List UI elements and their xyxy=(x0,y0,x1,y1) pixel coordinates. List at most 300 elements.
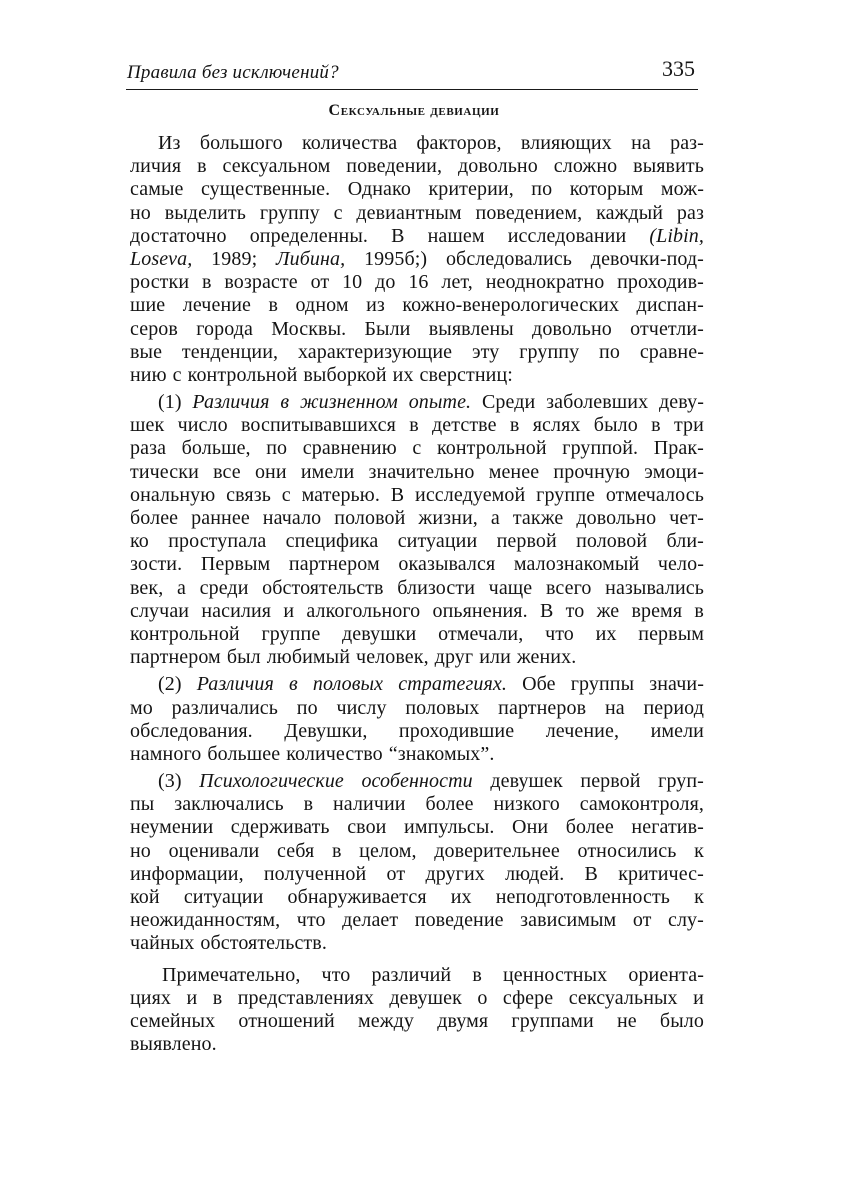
word: группу xyxy=(519,340,580,363)
word: проступала xyxy=(168,530,267,553)
word: группой. xyxy=(562,437,639,460)
word: критичес- xyxy=(618,862,704,885)
word: выборкой xyxy=(303,363,387,386)
word: связь xyxy=(226,483,271,506)
word: В xyxy=(539,599,554,622)
text-line xyxy=(130,577,704,600)
word: ориента- xyxy=(628,963,704,986)
word: с xyxy=(333,201,343,224)
word: целом, xyxy=(359,839,417,862)
word: различались xyxy=(171,696,278,719)
word: серов xyxy=(130,317,178,340)
word: поведении, xyxy=(346,155,443,178)
running-title: Правила без исключений? xyxy=(127,62,339,83)
word: в xyxy=(280,391,290,414)
text-line xyxy=(130,600,704,623)
word: людей. xyxy=(505,862,565,885)
word: в xyxy=(303,793,314,816)
word: значительно xyxy=(368,460,475,483)
word: наличии xyxy=(332,793,406,816)
word: факторов, xyxy=(416,132,502,154)
word: в xyxy=(509,414,520,437)
word: зависимым xyxy=(520,909,617,932)
word: сексуальных xyxy=(568,986,678,1009)
word: отмечали, xyxy=(438,622,524,645)
word: группы xyxy=(570,673,635,696)
word: Loseva, xyxy=(130,247,193,270)
word: группе xyxy=(536,483,595,506)
section-title: Сексуальные девиации xyxy=(328,102,500,119)
word: выявлено. xyxy=(130,1033,217,1056)
word: был xyxy=(226,646,261,669)
word: всего xyxy=(545,576,592,599)
word: первой xyxy=(580,770,641,793)
word: число xyxy=(177,414,228,437)
word: Из xyxy=(158,132,181,154)
word: контрольной xyxy=(130,622,240,645)
word: обследования. xyxy=(130,719,253,742)
word: неожиданностям, xyxy=(130,909,281,932)
word: обстоятельств. xyxy=(200,932,327,955)
word: партнером xyxy=(130,646,221,669)
paragraph xyxy=(130,132,704,387)
text-line xyxy=(130,132,704,155)
paragraph xyxy=(130,391,704,669)
word: Первым xyxy=(200,553,271,576)
word: Различия xyxy=(192,391,270,414)
word: жизни, xyxy=(418,507,478,529)
word: проходившие xyxy=(398,719,515,742)
word: но xyxy=(130,201,151,224)
header-rule xyxy=(126,89,698,90)
word: пы xyxy=(130,793,155,816)
word: девушки xyxy=(342,622,417,645)
word: же xyxy=(596,599,620,622)
word: более xyxy=(130,507,179,529)
word: влияющих xyxy=(520,132,612,154)
word: различий xyxy=(371,963,452,986)
word: сложно xyxy=(553,155,618,178)
word: обнаруживается xyxy=(287,886,427,908)
word: жених. xyxy=(516,646,577,669)
text-line xyxy=(130,840,704,863)
word: раннее xyxy=(191,507,250,529)
text-line xyxy=(130,1033,704,1056)
word: сравне- xyxy=(639,340,704,363)
word: о xyxy=(477,986,488,1009)
word: других xyxy=(425,862,485,885)
word: Были xyxy=(364,317,411,340)
word: среди xyxy=(199,576,249,599)
word: шие xyxy=(130,294,166,317)
word: в xyxy=(472,963,482,986)
text-line xyxy=(130,697,704,720)
word: циях xyxy=(130,986,172,1009)
word: города xyxy=(196,317,253,340)
text-line xyxy=(130,294,704,317)
word: на xyxy=(604,696,625,719)
word: поведением, xyxy=(475,201,583,224)
word: (1) xyxy=(158,391,182,414)
word: деву- xyxy=(658,391,704,414)
word: в xyxy=(212,986,223,1009)
word: неумении xyxy=(130,816,214,839)
word: ценностных xyxy=(502,963,608,986)
word: было xyxy=(659,1009,704,1032)
word: ко xyxy=(130,530,149,553)
text-line xyxy=(130,178,704,201)
word: яслях xyxy=(532,414,581,437)
word: исследуемой xyxy=(415,483,526,506)
word: 1989; xyxy=(211,247,258,270)
word: критерии, xyxy=(428,178,514,201)
word: 10 xyxy=(342,271,363,294)
text-line xyxy=(130,248,704,271)
word: количество xyxy=(286,742,383,765)
word: лечение xyxy=(182,294,252,317)
text-line xyxy=(130,646,704,669)
word: сфере xyxy=(502,986,554,1009)
word: друг xyxy=(434,646,474,669)
word: зости. xyxy=(130,553,183,576)
word: а xyxy=(176,576,186,599)
word: “знакомых”. xyxy=(388,742,495,765)
word: между xyxy=(358,1009,415,1032)
text-line xyxy=(130,364,704,387)
word: опыте. xyxy=(408,391,472,414)
word: менее xyxy=(488,460,540,483)
word: кожно-венерологических xyxy=(402,294,620,317)
word: в xyxy=(409,414,419,437)
word: имели xyxy=(650,719,704,742)
word: их xyxy=(392,363,414,386)
word: В xyxy=(390,483,405,506)
word: насилия xyxy=(201,599,272,622)
word: самоконтроля, xyxy=(579,793,704,816)
word: они xyxy=(254,460,287,483)
word: В xyxy=(391,224,405,247)
word: ональную xyxy=(130,483,216,506)
word: существенные. xyxy=(200,178,331,201)
word: более xyxy=(425,793,474,816)
text-line xyxy=(130,863,704,886)
text-line xyxy=(130,414,704,437)
word: довольно xyxy=(576,507,657,529)
word: Девушки, xyxy=(284,719,368,742)
word: назывались xyxy=(605,576,704,599)
word: лечение, xyxy=(545,719,620,742)
text-line xyxy=(130,623,704,646)
word: ситуации xyxy=(183,886,264,908)
word: что xyxy=(321,963,351,986)
word: довольно xyxy=(458,155,538,178)
word: первой xyxy=(496,530,557,553)
word: отчетли- xyxy=(630,317,704,340)
word: в xyxy=(331,839,342,862)
word: имели xyxy=(300,460,355,483)
paragraph xyxy=(130,964,704,1057)
word: информации, xyxy=(130,862,244,885)
word: их xyxy=(450,886,472,908)
word: воспитывавшихся xyxy=(241,414,396,437)
word: случаи xyxy=(130,599,190,622)
body-text xyxy=(130,132,704,1056)
word: близости xyxy=(397,576,476,599)
text-line xyxy=(130,271,704,294)
word: из xyxy=(366,294,385,317)
word: группами xyxy=(511,1009,594,1032)
word: низкого xyxy=(493,793,560,816)
word: с xyxy=(172,363,182,386)
word: обследовались xyxy=(445,247,572,270)
word: по xyxy=(296,696,318,719)
word: ростки xyxy=(130,271,190,294)
text-line xyxy=(130,553,704,576)
word: по xyxy=(266,437,288,460)
word: в xyxy=(201,271,212,294)
word: и xyxy=(186,986,198,1009)
word: контрольной xyxy=(187,363,298,386)
word: больше, xyxy=(181,437,251,460)
word: числу xyxy=(336,696,387,719)
word: группе xyxy=(261,622,321,645)
word: бли- xyxy=(666,530,704,553)
word: партнером xyxy=(288,553,380,576)
word: неподготовленность xyxy=(495,886,671,908)
word: определенны. xyxy=(249,224,368,247)
word: заключались xyxy=(174,793,284,816)
word: полученной xyxy=(263,862,367,885)
word: Они xyxy=(512,816,549,839)
word: по xyxy=(599,340,620,363)
word: нашем xyxy=(427,224,485,247)
running-header xyxy=(127,56,697,90)
word: по xyxy=(531,178,553,201)
word: выявить xyxy=(633,155,704,178)
word: отношений xyxy=(238,1009,335,1032)
word: проходив- xyxy=(617,271,704,294)
word: значи- xyxy=(649,673,704,696)
word: до xyxy=(375,271,396,294)
word: алкогольного xyxy=(306,599,421,622)
text-line xyxy=(130,987,704,1010)
text-line xyxy=(130,673,704,696)
word: груп- xyxy=(658,770,704,793)
word: намного xyxy=(130,742,202,765)
text-line xyxy=(130,964,704,987)
word: Либина, xyxy=(276,247,346,270)
word: Москвы. xyxy=(271,317,347,340)
word: нию xyxy=(130,363,167,386)
word: эту xyxy=(472,340,500,363)
word: Различия xyxy=(196,673,274,696)
word: девушек xyxy=(389,986,462,1009)
word: в xyxy=(288,673,298,696)
word: три xyxy=(673,414,704,437)
word: что xyxy=(545,622,574,645)
word: в xyxy=(651,414,661,437)
word: от xyxy=(632,909,652,932)
word: к xyxy=(694,886,704,908)
word: любимый xyxy=(266,646,351,669)
word: более xyxy=(565,816,614,839)
word: двумя xyxy=(437,1009,489,1032)
word: заболевших xyxy=(546,391,649,414)
word: отмечалось xyxy=(605,483,704,506)
word: стратегиях. xyxy=(398,673,507,696)
word: век, xyxy=(130,576,164,599)
word: каждый xyxy=(596,201,664,224)
word: прочную xyxy=(553,460,631,483)
word: то xyxy=(565,599,585,622)
word: личия xyxy=(130,155,182,178)
word: себя xyxy=(277,839,315,862)
word: (2) xyxy=(158,673,182,696)
word: малознакомый xyxy=(513,553,640,576)
text-line xyxy=(130,770,704,793)
word: выделить xyxy=(164,201,246,224)
word: половой xyxy=(576,530,648,553)
word: мо xyxy=(130,696,153,719)
word: довольно xyxy=(532,317,612,340)
word: половых xyxy=(405,696,480,719)
word: возрасте xyxy=(224,271,298,294)
text-line xyxy=(130,341,704,364)
word: Психологические xyxy=(199,770,344,793)
word: одном xyxy=(295,294,349,317)
word: сверстниц: xyxy=(419,363,513,386)
word: шек xyxy=(130,414,165,437)
word: группу xyxy=(259,201,320,224)
word: половой xyxy=(334,507,406,529)
word: от xyxy=(386,862,406,885)
word: матерью. xyxy=(301,483,380,506)
word: специфика xyxy=(285,530,379,553)
word: раз- xyxy=(670,132,704,154)
word: особенности xyxy=(361,770,473,793)
word: поведение xyxy=(414,909,504,932)
word: с xyxy=(412,437,422,460)
word: доверительнее xyxy=(434,839,560,862)
page-number: 335 xyxy=(662,56,695,81)
word: Обе xyxy=(522,673,556,696)
word: делает xyxy=(342,909,399,932)
word: тически xyxy=(130,460,199,483)
text-line xyxy=(130,1010,704,1033)
text-line xyxy=(130,507,704,530)
word: с xyxy=(281,483,291,506)
word: первым xyxy=(638,622,704,645)
word: начало xyxy=(262,507,322,529)
word: девиантным xyxy=(356,201,462,224)
word: выявлены xyxy=(428,317,514,340)
word: и xyxy=(693,986,704,1009)
word: свои xyxy=(347,816,387,839)
text-line xyxy=(130,202,704,225)
word: слу- xyxy=(668,909,704,932)
word: опьянения. xyxy=(432,599,528,622)
word: также xyxy=(512,507,564,529)
word: характеризующие xyxy=(297,340,453,363)
word: 16 xyxy=(408,271,429,294)
word: партнеров xyxy=(498,696,587,719)
word: было xyxy=(593,414,638,437)
word: Прак- xyxy=(653,437,704,460)
word: относились xyxy=(577,839,677,862)
word: раза xyxy=(130,437,167,460)
word: негатив- xyxy=(631,816,704,839)
word: (3) xyxy=(158,770,182,793)
text-line xyxy=(130,743,704,766)
word: 1995б;) xyxy=(364,247,428,270)
word: кой xyxy=(130,886,160,908)
text-line xyxy=(130,886,704,909)
text-line xyxy=(130,530,704,553)
word: период xyxy=(643,696,704,719)
word: сексуальном xyxy=(222,155,331,178)
word: жизненном xyxy=(299,391,398,414)
word: оказывался xyxy=(398,553,496,576)
word: в xyxy=(694,599,704,622)
word: чет- xyxy=(669,507,704,529)
word: исследовании xyxy=(507,224,627,247)
word: большого xyxy=(199,132,283,154)
word: девочки-под- xyxy=(590,247,704,270)
word: человек, xyxy=(356,646,429,669)
word: сдерживать xyxy=(230,816,330,839)
word: детстве xyxy=(432,414,497,437)
word: лет, xyxy=(441,271,473,294)
word: диспан- xyxy=(636,294,704,317)
word: от xyxy=(310,271,330,294)
word: контрольной xyxy=(436,437,547,460)
word: раз xyxy=(676,201,704,224)
text-line xyxy=(130,155,704,178)
text-line xyxy=(130,816,704,839)
word: семейных xyxy=(130,1009,216,1032)
text-line xyxy=(130,720,704,743)
word: импульсы. xyxy=(404,816,495,839)
word: их xyxy=(595,622,617,645)
word: Однако xyxy=(347,178,411,201)
text-line xyxy=(130,225,704,248)
word: девушек xyxy=(490,770,563,793)
word: в xyxy=(197,155,207,178)
text-line xyxy=(130,391,704,414)
text-line xyxy=(130,461,704,484)
word: чаще xyxy=(488,576,533,599)
text-line xyxy=(130,932,704,955)
paragraph xyxy=(130,770,704,956)
word: которым xyxy=(569,178,644,201)
word: оценивали xyxy=(168,839,260,862)
word: не xyxy=(616,1009,637,1032)
word: но xyxy=(130,839,151,862)
word: В xyxy=(584,862,598,885)
text-line xyxy=(130,909,704,932)
word: к xyxy=(694,839,704,862)
word: Примечательно, xyxy=(162,963,301,986)
word: и xyxy=(283,599,295,622)
word: а xyxy=(490,507,500,529)
word: самые xyxy=(130,178,184,201)
word: неоднократно xyxy=(485,271,605,294)
word: эмоци- xyxy=(644,460,704,483)
word: на xyxy=(631,132,651,154)
word: или xyxy=(479,646,511,669)
text-line xyxy=(130,318,704,341)
paragraph xyxy=(130,673,704,766)
